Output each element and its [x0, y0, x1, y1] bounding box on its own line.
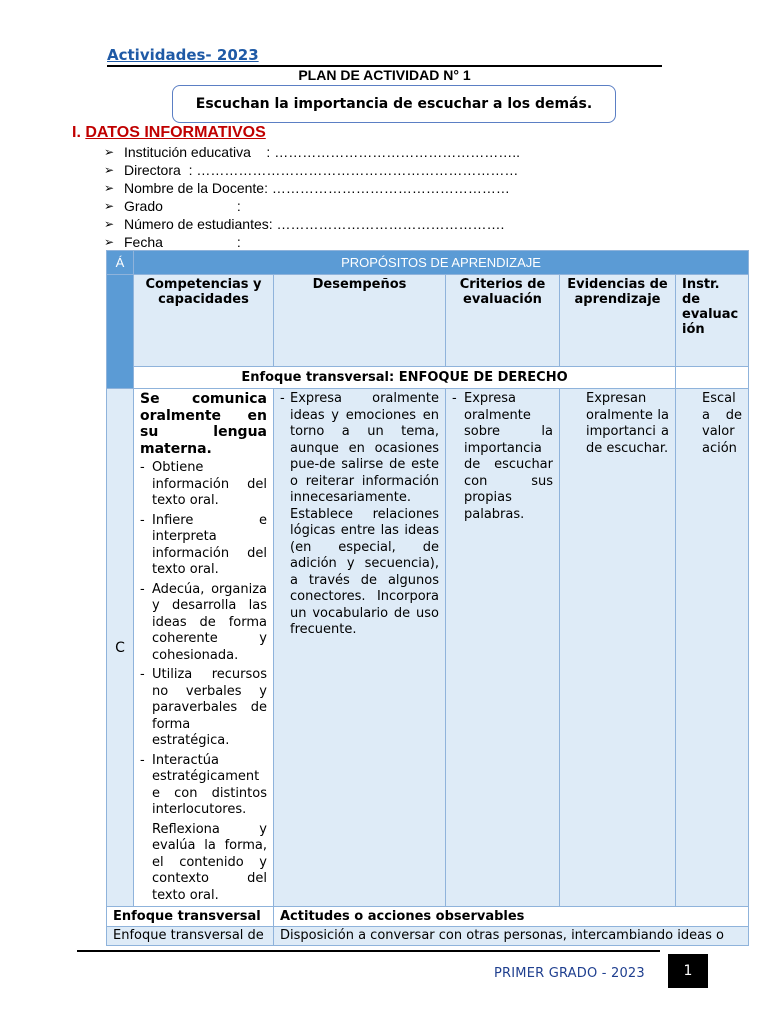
column-header-row	[107, 275, 749, 367]
info-item-text: Directora : ……………………………………………………………	[124, 162, 519, 178]
competencia-row	[107, 389, 749, 907]
info-item-text: Nombre de la Docente: ……………………………………………	[124, 180, 510, 196]
footer-rule	[77, 950, 660, 952]
criterios-text: Expresa oralmente sobre la importancia de escuchar con sus propias palabras.	[464, 391, 553, 522]
info-item-text: Institución educativa : ……………………………………………..	[124, 144, 520, 160]
competencia-title: Se comunica oralmente en su lengua materna.	[140, 391, 267, 457]
list-item: - Infiere e interpreta información del texto oral.	[140, 512, 267, 577]
instrumento-cell	[676, 389, 749, 907]
col-header-criterios: Criterios de evaluación	[446, 275, 560, 367]
desempenos-text: Expresa oralmente ideas y emociones en torno a un tema, aunque en ocasiones pue-de salirse de este o reiterar información innecesariamente. Establece relaciones lógicas entre las ideas (en especial, de adición y secuencia), a través de algunos conectores. Incorpora un vocabulario de uso frecuente.	[290, 391, 439, 637]
page-number-text: 1	[683, 963, 693, 979]
section-title	[72, 124, 266, 142]
footer-grade-text: PRIMER GRADO - 2023	[494, 966, 645, 981]
transversal-header-row	[107, 907, 749, 927]
instrumento-text: Escal a de valor ación	[702, 391, 743, 456]
transversal-row	[107, 927, 749, 946]
list-item	[104, 233, 520, 251]
enfoque-empty-cell	[676, 367, 749, 389]
list-item	[104, 143, 520, 161]
list-item: - Interactúa estratégicament e con distintos interlocutores.	[140, 752, 267, 817]
arrow-bullet-icon: ➢	[104, 181, 115, 195]
area-cell	[107, 389, 134, 907]
evidencias-cell	[560, 389, 676, 907]
transversal-header: Enfoque transversal	[107, 907, 274, 927]
col-header-desempenos: Desempeños	[274, 275, 446, 367]
arrow-bullet-icon: ➢	[104, 145, 115, 159]
list-item	[104, 197, 520, 215]
col-header-competencias: Competencias y capacidades	[134, 275, 274, 367]
list-item: - Utiliza recursos no verbales y paraverbales de forma estratégica.	[140, 667, 267, 748]
list-item: - Adecúa, organiza y desarrolla las ideas de forma coherente y cohesionada.	[140, 581, 267, 663]
table-header-row	[107, 251, 749, 275]
evidencias-text: Expresan oralmente la importanci a de escuchar.	[586, 391, 669, 456]
section-number: I.	[72, 124, 81, 141]
col-header-evidencias: Evidencias de aprendizaje	[560, 275, 676, 367]
left-strip	[107, 275, 134, 389]
plan-title: PLAN DE ACTIVIDAD N° 1	[298, 67, 471, 83]
info-list	[104, 143, 520, 251]
col-header-instrumento: Instr. de evaluac ión	[676, 275, 749, 367]
desempenos-cell: - Expresa oralmente ideas y emociones en torno a un tema, aunque en ocasiones pue-de salirse de este o reiterar información innecesariamente. Establece relaciones lógicas entre las ideas (en especial, de adición y secuencia), a través de algunos conectores. Incorpora un vocabulario de uso frecuente.	[274, 389, 446, 907]
arrow-bullet-icon: ➢	[104, 199, 115, 213]
list-item	[104, 179, 520, 197]
activity-title-box	[172, 85, 616, 123]
arrow-bullet-icon: ➢	[104, 163, 115, 177]
list-item	[104, 161, 520, 179]
transversal-cell: Enfoque transversal de	[107, 927, 274, 946]
competencias-cell	[134, 389, 274, 907]
info-item-text: Fecha :	[124, 234, 241, 250]
info-item-text: Grado :	[124, 198, 241, 214]
arrow-bullet-icon: ➢	[104, 235, 115, 249]
table-header: PROPÓSITOS DE APRENDIZAJE	[134, 251, 749, 275]
list-item	[104, 215, 520, 233]
purposes-table	[106, 250, 749, 946]
section-title-text: DATOS INFORMATIVOS	[85, 124, 266, 141]
list-item: Reflexiona y evalúa la forma, el contenido y contexto del texto oral.	[152, 821, 267, 903]
enfoque-text: Enfoque transversal: ENFOQUE DE DERECHO	[134, 367, 676, 389]
actitudes-cell: Disposición a conversar con otras personas, intercambiando ideas o	[274, 927, 749, 946]
activities-link[interactable]: Actividades- 2023	[107, 46, 259, 64]
capacidades-list	[140, 460, 267, 904]
arrow-bullet-icon: ➢	[104, 217, 115, 231]
area-glyph: C	[115, 639, 125, 656]
criterios-cell: - Expresa oralmente sobre la importancia de escuchar con sus propias palabras.	[446, 389, 560, 907]
enfoque-row	[107, 367, 749, 389]
activity-title: Escuchan la importancia de escuchar a los demás.	[195, 96, 593, 112]
list-item: - Obtiene información del texto oral.	[140, 460, 267, 508]
table-corner: Á	[107, 251, 134, 275]
page-number	[668, 954, 708, 988]
info-item-text: Número de estudiantes: ………………………………………….	[124, 216, 505, 232]
actitudes-header: Actitudes o acciones observables	[274, 907, 749, 927]
